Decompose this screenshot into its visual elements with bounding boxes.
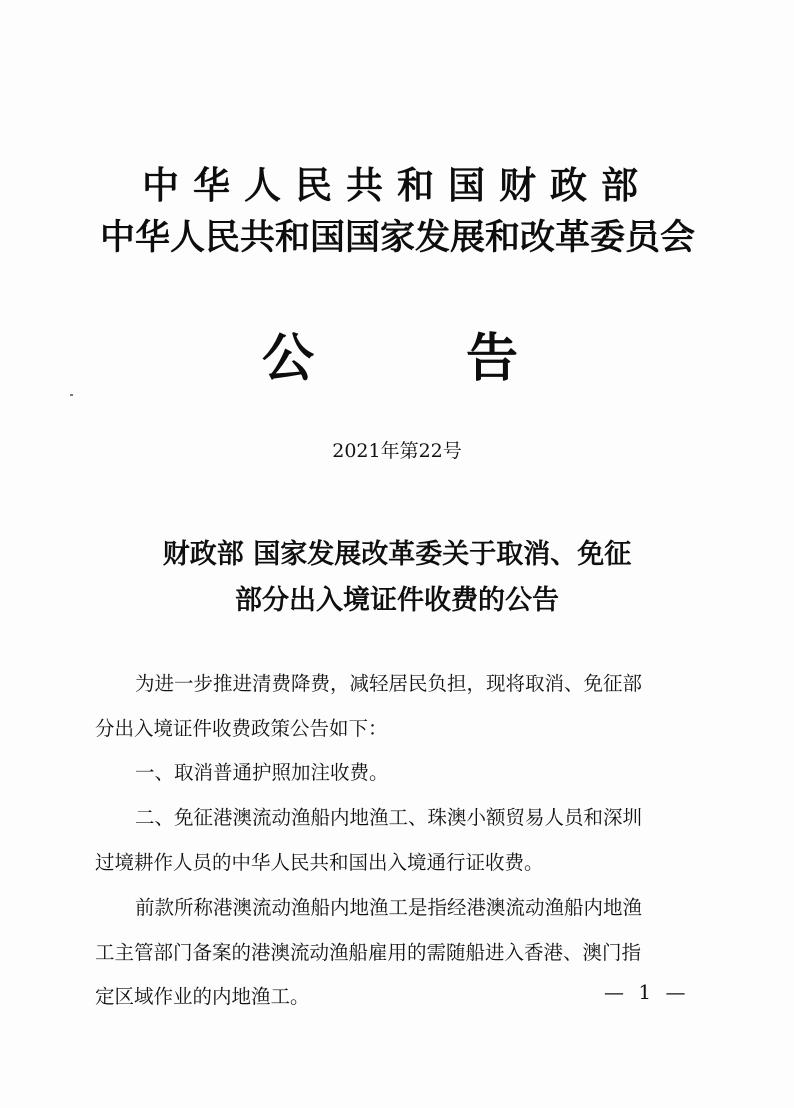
scan-speck (70, 394, 73, 396)
doc-type-char-1: 公 (262, 328, 315, 389)
document-number: 2021年第22号 (332, 440, 462, 462)
body-line-8: 定区域作业的内地渔工。 (95, 985, 310, 1008)
body-line-6: 前款所称港澳流动渔船内地渔工是指经港澳流动渔船内地渔 (135, 896, 643, 919)
title-line-1: 财政部 国家发展改革委关于取消、免征 (162, 539, 632, 570)
title-line-2: 部分出入境证件收费的公告 (235, 585, 559, 616)
body-line-1: 为进一步推进清费降费，减轻居民负担，现将取消、免征部 (135, 672, 643, 695)
issuer-line-ndrc: 中华人民共和国国家发展和改革委员会 (100, 217, 696, 258)
body-line-7: 工主管部门备案的港澳流动渔船雇用的需随船进入香港、澳门指 (95, 941, 642, 964)
doc-type-char-2: 告 (466, 328, 519, 389)
body-line-4: 二、免征港澳流动渔船内地渔工、珠澳小额贸易人员和深圳 (135, 806, 643, 829)
body-line-5: 过境耕作人员的中华人民共和国出入境通行证收费。 (95, 851, 544, 874)
page-number: — 1 — (604, 980, 690, 1004)
body-line-3: 一、取消普通护照加注收费。 (135, 761, 389, 784)
issuer-line-ministry-of-finance: 中华人民共和国财政部 (142, 163, 652, 207)
body-line-2: 分出入境证件收费政策公告如下： (95, 717, 388, 740)
